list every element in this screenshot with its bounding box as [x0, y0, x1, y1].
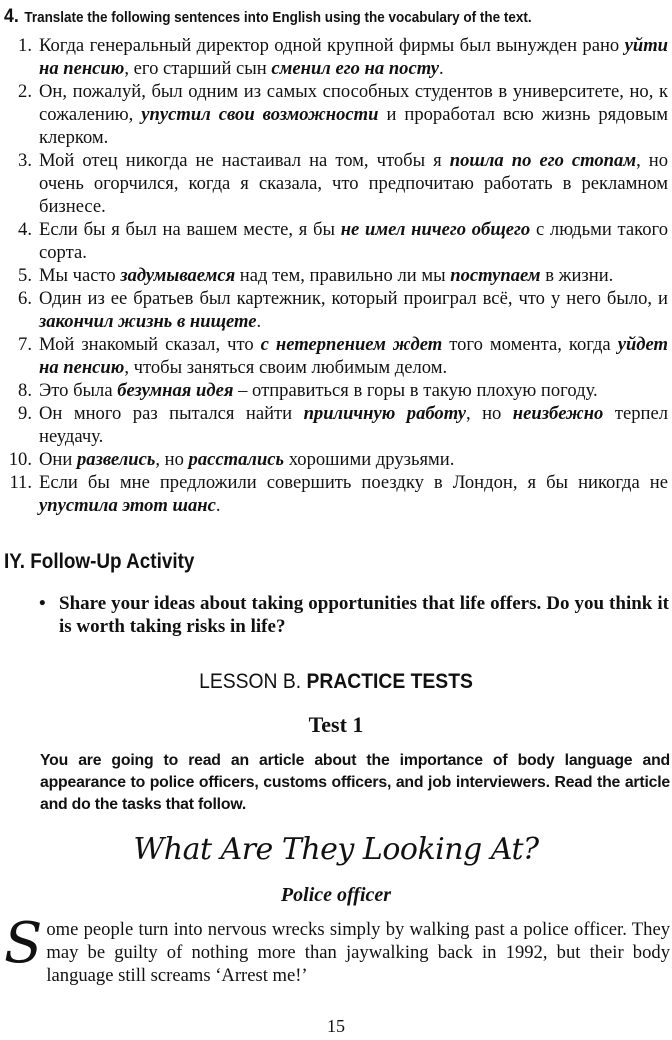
vocabulary-phrase: закончил жизнь в нищете	[39, 311, 257, 332]
vocabulary-phrase: не имел ничего общего	[340, 219, 531, 240]
sentence-number: 3.	[18, 150, 32, 171]
sentence-text: , чтобы заняться своим любимым делом.	[124, 357, 448, 378]
sentence-number: 9.	[18, 403, 32, 424]
sentence-item	[0, 80, 668, 149]
vocabulary-phrase: с нетерпением ждет	[260, 334, 443, 355]
article-title: What Are They Looking At?	[133, 832, 539, 867]
vocabulary-phrase: развелись	[76, 449, 156, 470]
sentence-number: 5.	[18, 265, 32, 286]
task-instruction: Translate the following sentences into English using the vocabulary of the text.	[24, 10, 532, 26]
sentence-item	[0, 379, 668, 402]
drop-cap: S	[4, 911, 43, 976]
sentence-item	[0, 34, 668, 80]
vocabulary-phrase: сменил его на посту	[271, 58, 439, 79]
sentence-item	[0, 471, 668, 517]
sentence-item	[0, 218, 668, 264]
sentence-item	[0, 149, 668, 218]
sentence-text: того момента, когда	[442, 334, 618, 355]
sentence-text: над тем, правильно ли мы	[235, 265, 451, 286]
lesson-title: PRACTICE TESTS	[306, 670, 473, 693]
sentence-number: 10.	[8, 449, 32, 470]
vocabulary-phrase: приличную работу	[303, 403, 466, 424]
sentence-number: 11.	[9, 472, 32, 493]
sentence-text: Мой отец никогда не настаивал на том, чтобы я	[39, 150, 450, 171]
sentence-text: Мы часто	[39, 265, 121, 286]
sentence-number: 7.	[18, 334, 32, 355]
vocabulary-phrase: упустил свои возможности	[141, 104, 379, 125]
followup-activity	[41, 592, 669, 638]
sentence-text: Один из ее братьев был картежник, который проиграл всё, что у него было, и	[39, 288, 668, 309]
sentence-item	[0, 448, 668, 471]
activity-text: Share your ideas about taking opportunities that life offers. Do you think it is worth taking risks in life?	[59, 593, 669, 637]
sentence-text: и проработал всю жизнь рядовым клерком.	[39, 104, 668, 148]
vocabulary-phrase: безумная идея	[117, 380, 234, 401]
sentence-number: 6.	[18, 288, 32, 309]
sentence-text: Он много раз пытался найти	[39, 403, 304, 424]
vocabulary-phrase: расстались	[188, 449, 285, 470]
sentence-item	[0, 264, 668, 287]
page-number: 15	[327, 1016, 345, 1036]
vocabulary-phrase: пошла по его стопам	[449, 150, 637, 171]
sentence-text: в жизни.	[540, 265, 614, 286]
sentence-text: Это была	[39, 380, 118, 401]
vocabulary-phrase: задумываемся	[120, 265, 236, 286]
sentence-text: , его старший сын	[124, 58, 272, 79]
vocabulary-phrase: уйдет на пенсию	[39, 334, 668, 378]
bullet-icon: •	[39, 593, 46, 614]
article-paragraph	[4, 911, 670, 987]
sentence-text: Мой знакомый сказал, что	[39, 334, 261, 355]
test-instruction: You are going to read an article about the importance of body language and appearance to police officers, customs officers, and job interviewers. Read the article and do the tasks that follow.	[40, 752, 670, 813]
sentence-list	[0, 34, 668, 517]
sentence-text: Если бы я был на вашем месте, я бы	[39, 219, 341, 240]
article-subtitle: Police officer	[280, 884, 392, 906]
sentence-number: 4.	[18, 219, 32, 240]
article-text: ome people turn into nervous wrecks simply by walking past a police officer. They may be guilty of nothing more than jaywalking back in 1992, but their body language still screams ‘Arrest me!’	[46, 919, 670, 986]
sentence-text: – отправиться в горы в такую плохую погоду.	[233, 380, 598, 401]
sentence-text: .	[256, 311, 262, 332]
test-title: Test 1	[308, 712, 364, 737]
sentence-text: Они	[39, 449, 77, 470]
vocabulary-phrase: уйти на пенсию	[39, 35, 668, 79]
sentence-text: Он, пожалуй, был одним из самых способных студентов в университете, но, к сожалению,	[39, 81, 668, 125]
sentence-item	[0, 402, 668, 448]
vocabulary-phrase: упустила этот шанс	[39, 495, 216, 516]
sentence-text: терпел неудачу.	[39, 403, 668, 447]
sentence-number: 8.	[18, 380, 32, 401]
task-number: 4.	[4, 6, 19, 27]
sentence-number: 2.	[18, 81, 32, 102]
sentence-text: с людьми такого сорта.	[39, 219, 668, 263]
sentence-item	[0, 333, 668, 379]
sentence-number: 1.	[18, 35, 32, 56]
sentence-text: .	[215, 495, 221, 516]
sentence-text: Когда генеральный директор одной крупной фирмы был вынужден рано	[39, 35, 625, 56]
sentence-text: , но очень огорчился, когда я сказала, что предпочитаю работать в рекламном бизнесе.	[39, 150, 669, 217]
vocabulary-phrase: поступаем	[450, 265, 541, 286]
lesson-prefix: LESSON B.	[199, 670, 302, 693]
sentence-item	[0, 287, 668, 333]
sentence-text: , но	[465, 403, 513, 424]
task-4-heading	[4, 6, 622, 28]
lesson-heading	[27, 670, 645, 694]
sentence-text: хорошими друзьями.	[284, 449, 455, 470]
sentence-text: Если бы мне предложили совершить поездку в Лондон, я бы никогда не	[39, 472, 668, 493]
sentence-text: .	[438, 58, 444, 79]
sentence-text: , но	[155, 449, 189, 470]
section-title: IY. Follow-Up Activity	[4, 550, 195, 573]
vocabulary-phrase: неизбежно	[512, 403, 604, 424]
